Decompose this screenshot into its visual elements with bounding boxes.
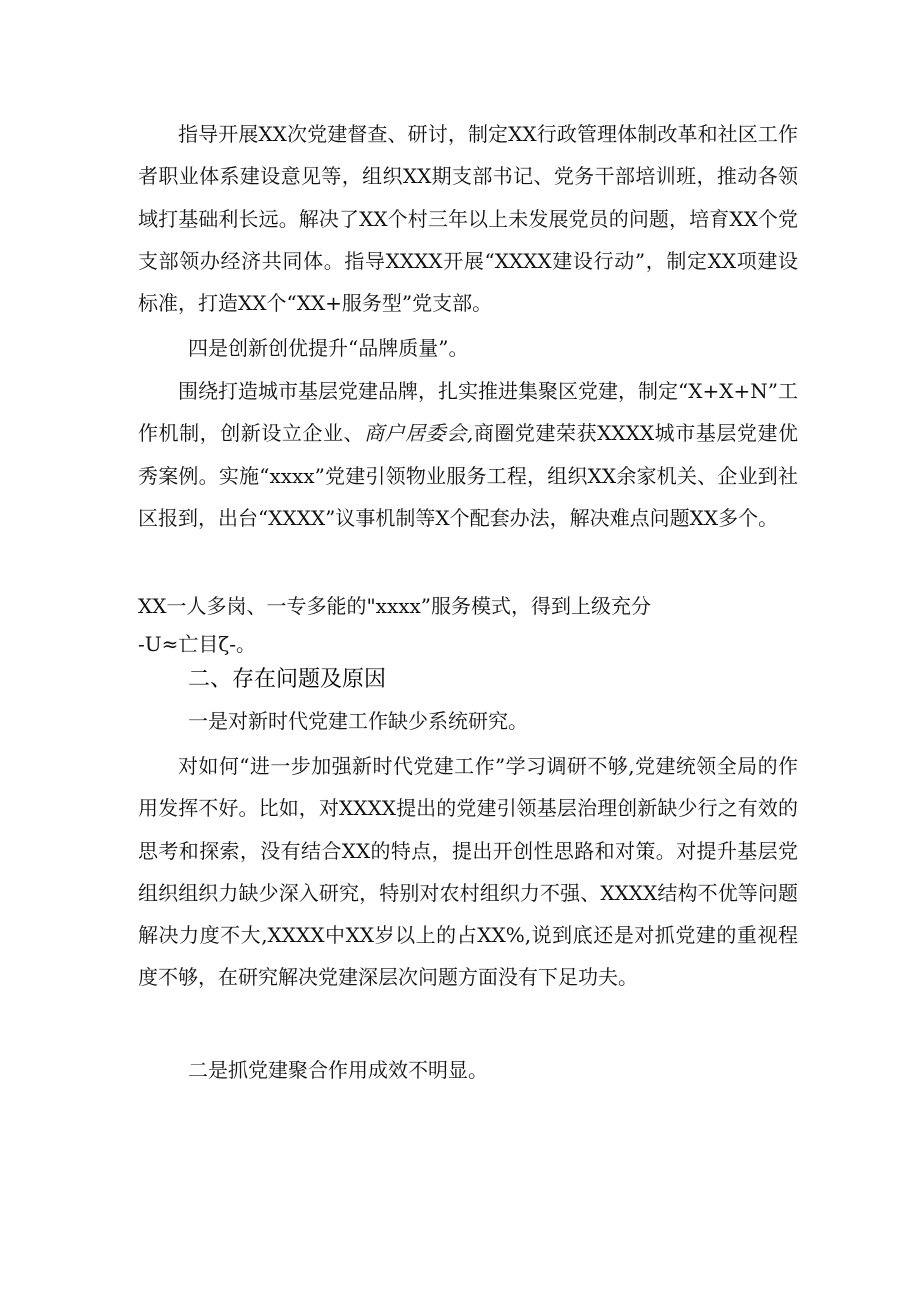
- paragraph-problems: 对如何“进一步加强新时代党建工作”学习调研不够,党建统领全局的作用发挥不好。比如，对XXXX提出的党建引领基层治理创新缺少行之有效的思考和探索，没有结合XX的特点，提出开创性思路和对策。对提升基层党组织组织力缺少深入研究，特别对农村组织力不强、XXXX结构不优等问题解决力度不大,XXXX中XX岁以上的占XX%,说到底还是对抓党建的重视程度不够，在研究解决党建深层次问题方面没有下足功夫。: [138, 754, 798, 990]
- paragraph-guidance: 指导开展XX次党建督查、研讨，制定XX行政管理体制改革和社区工作者职业体系建设意见等，组织XX期支部书记、党务干部培训班，推动各领域打基础利长远。解决了XX个村三年以上未发展党员的问题，培育XX个党支部领办经济共同体。指导XXXX开展“XXXX建设行动”，制定XX项建设标准，打造XX个“XX+服务型”党支部。: [138, 122, 798, 316]
- paragraph-brand-part2: 商圈党建荣获XXXX城市基层党建优秀案例。实施“xxxx”党建引领物业服务工程，组织XX余家机关、企业到社区报到，出台“XXXX”议事机制等X个配套办法，解决难点问题XX多个。: [138, 421, 799, 530]
- paragraph-brand: [138, 370, 798, 539]
- section-heading: 二、存在问题及原因: [188, 667, 387, 692]
- paragraph-brand-italic: 商户居委会,: [364, 421, 474, 446]
- service-mode-line: XX一人多岗、一专多能的"xxxx”服务模式，得到上级充分: [138, 594, 652, 618]
- point-two-heading: 二是抓党建聚合作用成效不明显。: [188, 1058, 488, 1082]
- paragraph-brand-part1: 围绕打造城市基层党建品牌，扎实推进集聚区党建，制定“X+X+N”工作机制，创新设立企业、: [138, 379, 798, 446]
- point-four-heading: 四是创新创优提升“品牌质量”。: [188, 336, 469, 360]
- garbled-line: -U≈亡目ζ-。: [138, 632, 256, 656]
- point-one-heading: 一是对新时代党建工作缺少系统研究。: [188, 709, 528, 733]
